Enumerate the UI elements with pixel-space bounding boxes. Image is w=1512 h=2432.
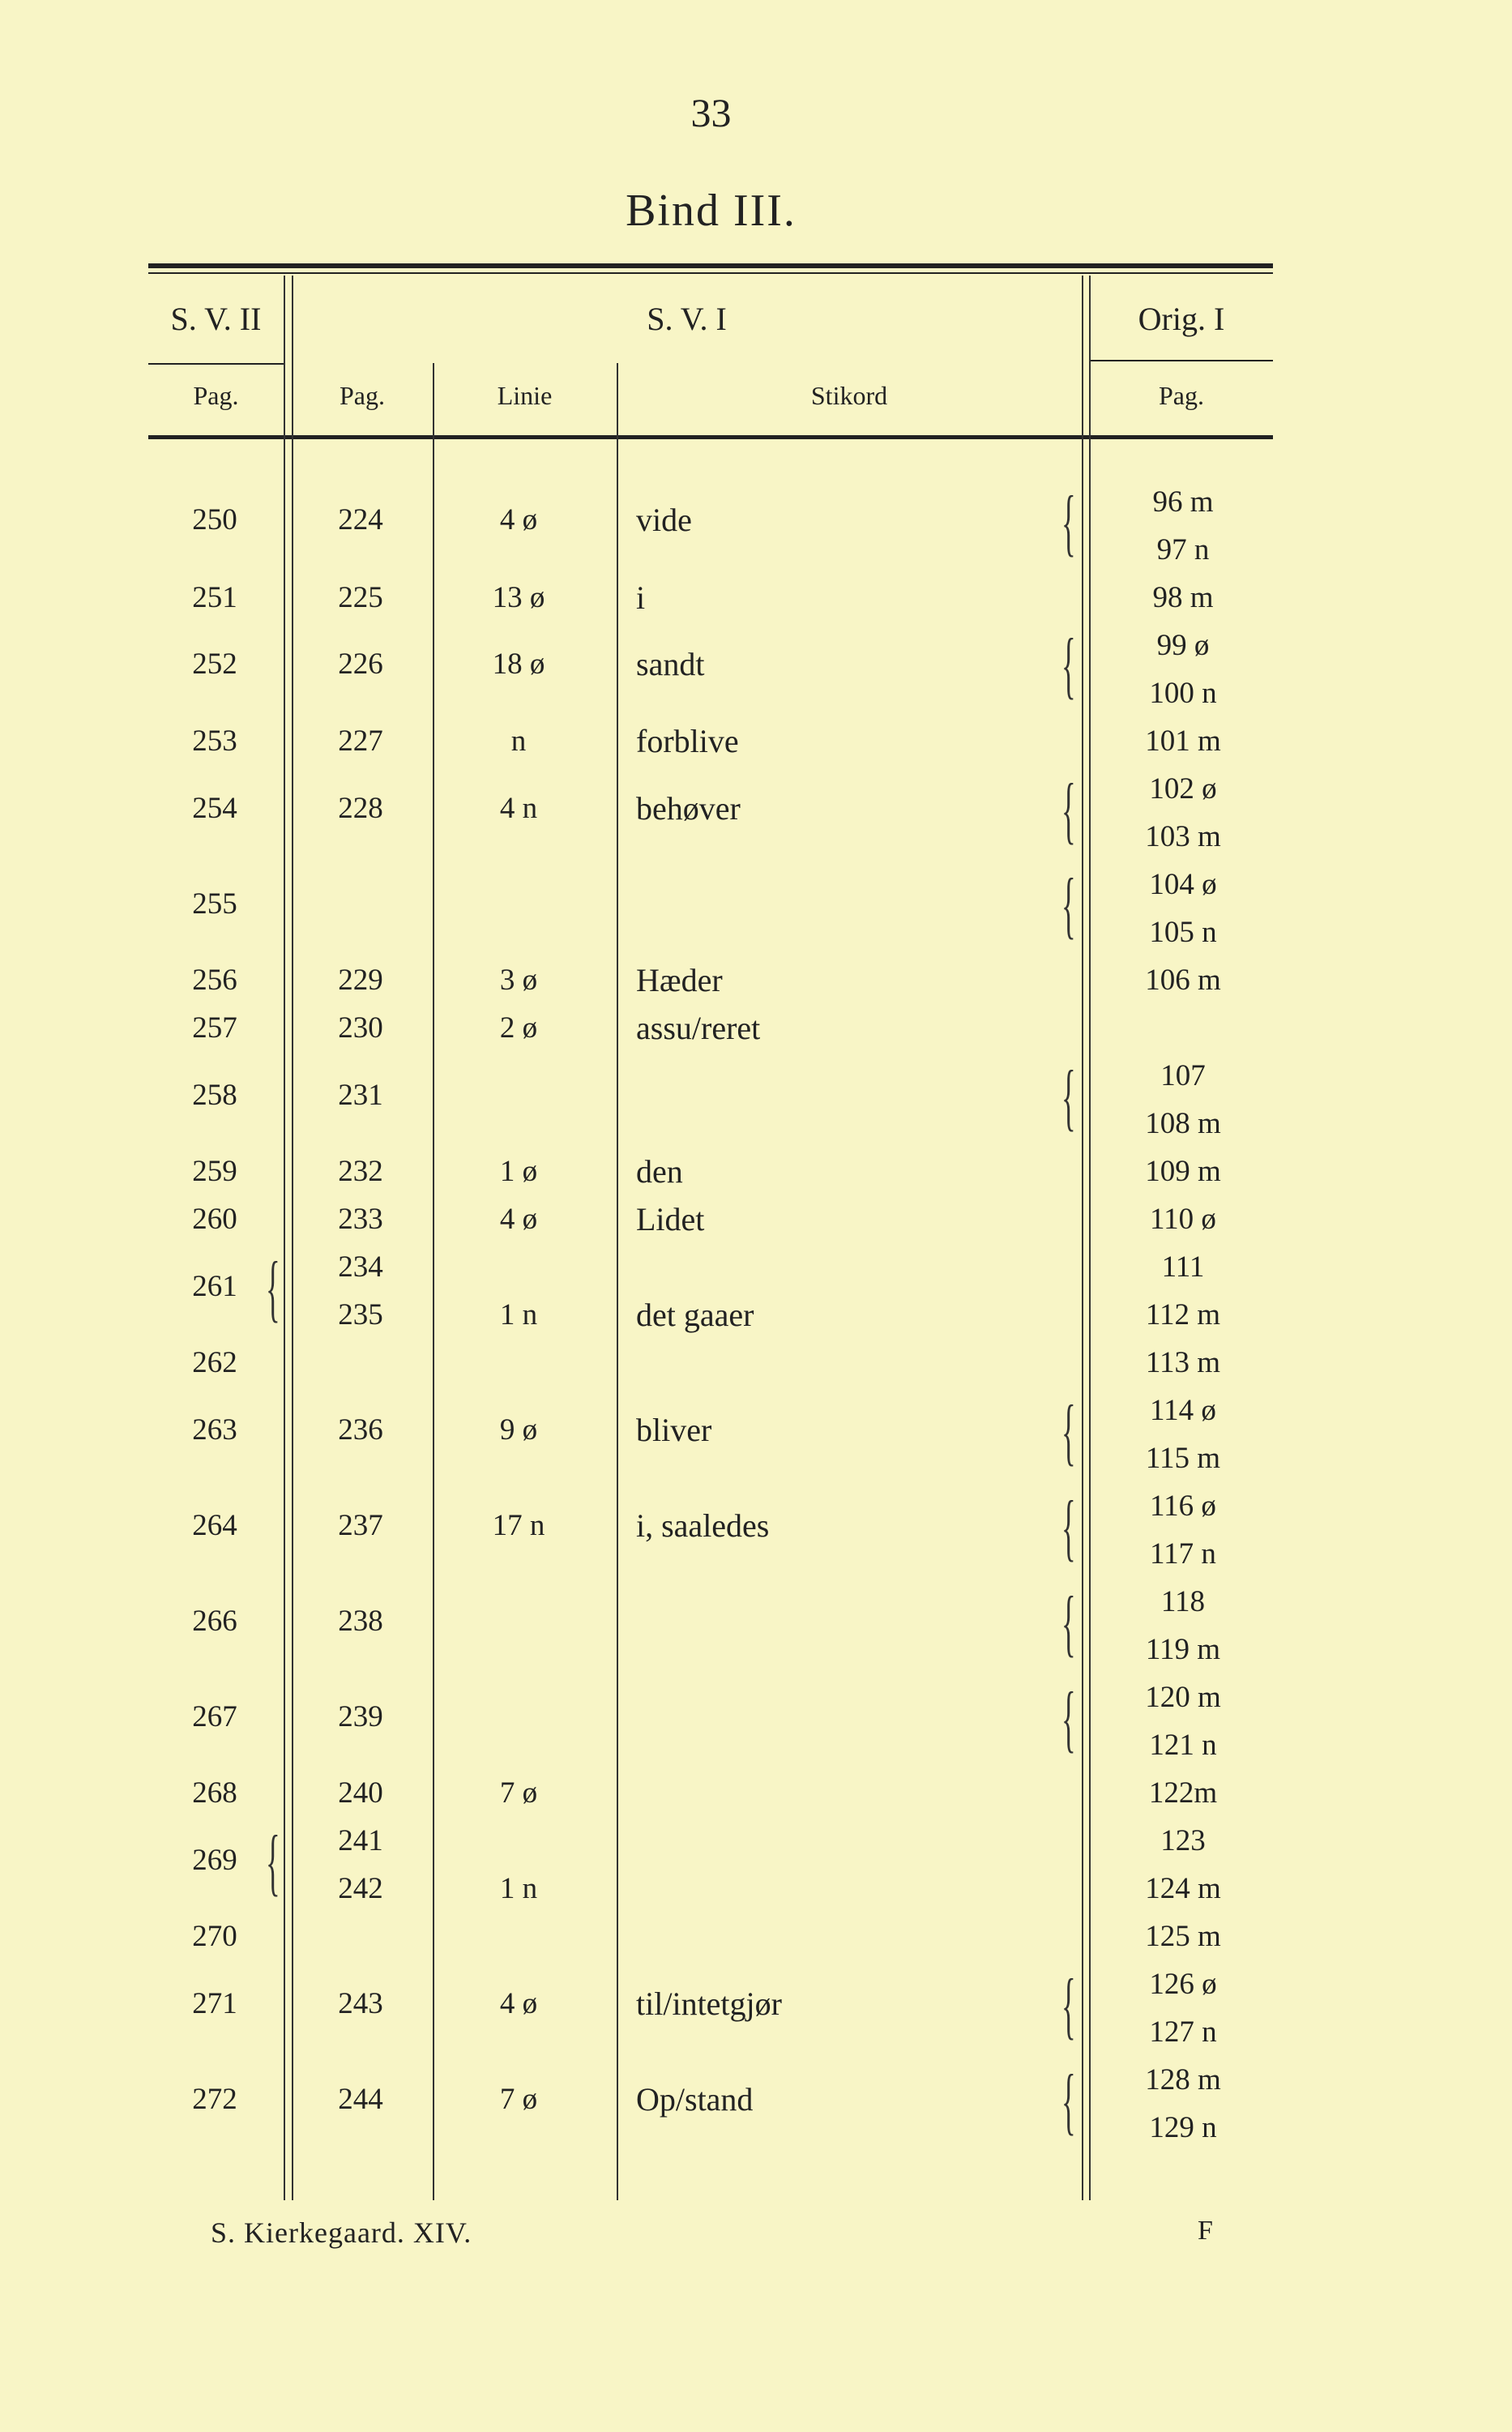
header-rule-left: [148, 363, 284, 365]
cell-orig-pag: 121 n: [1149, 1729, 1217, 1762]
cell-stikord: i, saaledes: [636, 1507, 770, 1544]
cell-sv2-pag: 256: [192, 964, 237, 997]
cell-sv2-pag: 257: [192, 1011, 237, 1045]
cell-sv2-pag: 252: [192, 648, 237, 681]
cell-sv2-pag: 264: [192, 1509, 237, 1542]
cell-sv1-pag: 242: [338, 1872, 383, 1905]
cell-sv1-pag: 237: [338, 1509, 383, 1542]
brace-icon: {: [1061, 2059, 1076, 2142]
cell-orig-pag: 111: [1161, 1250, 1205, 1284]
cell-sv1-pag: 230: [338, 1011, 383, 1045]
brace-icon: {: [1061, 1055, 1076, 1138]
cell-sv1-pag: 226: [338, 648, 383, 681]
cell-stikord: forblive: [636, 723, 739, 759]
cell-orig-pag: 122m: [1148, 1776, 1218, 1810]
cell-linie: 4 ø: [499, 1203, 538, 1236]
cell-sv1-pag: 240: [338, 1776, 383, 1810]
cell-stikord: i: [636, 579, 646, 616]
cell-sv2-pag: 261: [192, 1270, 237, 1303]
cell-sv1-pag: 224: [338, 503, 383, 536]
cell-sv2-pag: 267: [192, 1700, 237, 1733]
cell-orig-pag: 115 m: [1145, 1442, 1221, 1475]
col-divider-4a: [1082, 276, 1083, 2200]
cell-linie: 2 ø: [499, 1011, 538, 1045]
cell-sv2-pag: 272: [192, 2083, 237, 2116]
header-orig1: Orig. I: [1138, 301, 1225, 337]
cell-sv2-pag: 271: [192, 1987, 237, 2020]
cell-sv1-pag: 228: [338, 792, 383, 825]
cell-orig-pag: 98 m: [1152, 581, 1214, 614]
cell-orig-pag: 117 n: [1150, 1537, 1216, 1571]
subheader-pag-orig: Pag.: [1159, 381, 1204, 410]
cell-sv1-pag: 239: [338, 1700, 383, 1733]
page-number: 33: [690, 90, 732, 135]
cell-orig-pag: 104 ø: [1149, 868, 1217, 901]
cell-sv2-pag: 269: [192, 1844, 237, 1877]
cell-orig-pag: 114 ø: [1150, 1394, 1216, 1427]
cell-orig-pag: 119 m: [1145, 1633, 1221, 1666]
brace-icon: {: [1061, 481, 1076, 563]
cell-sv1-pag: 227: [338, 724, 383, 758]
brace-icon: {: [266, 1820, 280, 1903]
cell-orig-pag: 127 n: [1149, 2015, 1217, 2049]
brace-icon: {: [1061, 1677, 1076, 1759]
cell-sv2-pag: 260: [192, 1203, 237, 1236]
cell-orig-pag: 118: [1160, 1585, 1206, 1618]
footer-signature: S. Kierkegaard. XIV.: [211, 2216, 472, 2249]
cell-stikord: bliver: [636, 1412, 712, 1448]
cell-sv1-pag: 233: [338, 1203, 383, 1236]
brace-icon: {: [1061, 1581, 1076, 1664]
cell-sv2-pag: 262: [192, 1346, 237, 1379]
cell-sv2-pag: 268: [192, 1776, 237, 1810]
cell-stikord: sandt: [636, 646, 705, 682]
brace-icon: {: [1061, 1485, 1076, 1568]
cell-orig-pag: 101 m: [1145, 724, 1221, 758]
subheader-pag-sv2: Pag.: [193, 381, 239, 410]
cell-sv1-pag: 236: [338, 1413, 383, 1447]
cell-linie: 7 ø: [499, 2083, 538, 2116]
subheader-stikord: Stikord: [810, 381, 888, 410]
cell-orig-pag: 96 m: [1152, 485, 1214, 519]
cell-linie: 1 n: [499, 1872, 538, 1905]
header-sv2: S. V. II: [170, 301, 262, 337]
cell-orig-pag: 124 m: [1145, 1872, 1221, 1905]
cell-orig-pag: 125 m: [1145, 1920, 1221, 1953]
cell-sv2-pag: 263: [192, 1413, 237, 1447]
page-title: Bind III.: [626, 186, 797, 236]
cell-stikord: Hæder: [636, 962, 723, 998]
cell-orig-pag: 129 n: [1149, 2111, 1217, 2144]
top-rule-thick: [148, 263, 1273, 268]
cell-stikord: den: [636, 1153, 683, 1190]
footer-sheet-mark: F: [1198, 2216, 1213, 2246]
cell-sv2-pag: 266: [192, 1605, 237, 1638]
brace-icon: {: [1061, 1390, 1076, 1472]
cell-stikord: det gaaer: [636, 1297, 754, 1333]
cell-sv2-pag: 255: [192, 887, 237, 921]
cell-orig-pag: 106 m: [1145, 964, 1221, 997]
cell-orig-pag: 107: [1160, 1059, 1206, 1092]
cell-orig-pag: 105 n: [1149, 916, 1217, 949]
cell-sv2-pag: 270: [192, 1920, 237, 1953]
cell-orig-pag: 99 ø: [1156, 629, 1210, 662]
cell-linie: 7 ø: [499, 1776, 538, 1810]
cell-linie: 9 ø: [499, 1413, 538, 1447]
cell-stikord: vide: [636, 502, 692, 538]
cell-linie: 1 n: [499, 1298, 538, 1331]
cell-stikord: Lidet: [636, 1201, 705, 1237]
cell-orig-pag: 112 m: [1145, 1298, 1221, 1331]
cell-orig-pag: 110 ø: [1150, 1203, 1216, 1236]
cell-orig-pag: 126 ø: [1149, 1968, 1217, 2001]
cell-sv2-pag: 250: [192, 503, 237, 536]
col-divider-1b: [292, 276, 293, 2200]
col-divider-4b: [1089, 276, 1091, 2200]
cell-orig-pag: 103 m: [1145, 820, 1221, 853]
cell-sv1-pag: 231: [338, 1079, 383, 1112]
top-rule-thin: [148, 272, 1273, 274]
cell-stikord: til/intetgjør: [636, 1985, 782, 2022]
brace-icon: {: [1061, 623, 1076, 706]
cell-stikord: assu/reret: [636, 1010, 761, 1046]
cell-sv2-pag: 253: [192, 724, 237, 758]
cell-orig-pag: 108 m: [1145, 1107, 1221, 1140]
subheader-linie: Linie: [497, 381, 553, 410]
cell-orig-pag: 100 n: [1149, 677, 1217, 710]
cell-sv1-pag: 234: [338, 1250, 383, 1284]
brace-icon: {: [1061, 1964, 1076, 2046]
cell-sv2-pag: 258: [192, 1079, 237, 1112]
col-divider-2: [433, 363, 434, 2200]
cell-linie: 4 n: [499, 792, 538, 825]
subheader-pag-sv1: Pag.: [340, 381, 385, 410]
cell-linie: 3 ø: [499, 964, 538, 997]
cell-sv1-pag: 244: [338, 2083, 383, 2116]
cell-linie: 13 ø: [492, 581, 545, 614]
cell-orig-pag: 113 m: [1145, 1346, 1221, 1379]
col-divider-1a: [284, 276, 285, 2200]
col-divider-3: [617, 363, 618, 2200]
cell-orig-pag: 109 m: [1145, 1155, 1221, 1188]
cell-orig-pag: 102 ø: [1149, 772, 1217, 806]
cell-orig-pag: 123: [1160, 1824, 1206, 1857]
cell-orig-pag: 120 m: [1145, 1681, 1221, 1714]
cell-linie: n: [510, 724, 527, 758]
cell-sv1-pag: 243: [338, 1987, 383, 2020]
cell-linie: 18 ø: [492, 648, 545, 681]
cell-sv1-pag: 235: [338, 1298, 383, 1331]
cell-stikord: Op/stand: [636, 2081, 754, 2118]
cell-linie: 1 ø: [499, 1155, 538, 1188]
brace-icon: {: [266, 1246, 280, 1329]
cell-orig-pag: 128 m: [1145, 2063, 1221, 2096]
header-rule-right: [1090, 360, 1273, 361]
cell-orig-pag: 97 n: [1156, 533, 1210, 566]
cell-sv2-pag: 259: [192, 1155, 237, 1188]
cell-sv1-pag: 238: [338, 1605, 383, 1638]
cell-linie: 4 ø: [499, 503, 538, 536]
cell-linie: 17 n: [492, 1509, 545, 1542]
brace-icon: {: [1061, 863, 1076, 946]
cell-sv2-pag: 254: [192, 792, 237, 825]
cell-stikord: behøver: [636, 790, 741, 827]
brace-icon: {: [1061, 768, 1076, 851]
header-bottom-rule: [148, 435, 1273, 439]
cell-sv1-pag: 232: [338, 1155, 383, 1188]
cell-sv1-pag: 225: [338, 581, 383, 614]
cell-orig-pag: 116 ø: [1150, 1490, 1216, 1523]
cell-sv1-pag: 241: [338, 1824, 383, 1857]
cell-sv1-pag: 229: [338, 964, 383, 997]
cell-sv2-pag: 251: [192, 581, 237, 614]
cell-linie: 4 ø: [499, 1987, 538, 2020]
header-sv1: S. V. I: [647, 301, 727, 337]
